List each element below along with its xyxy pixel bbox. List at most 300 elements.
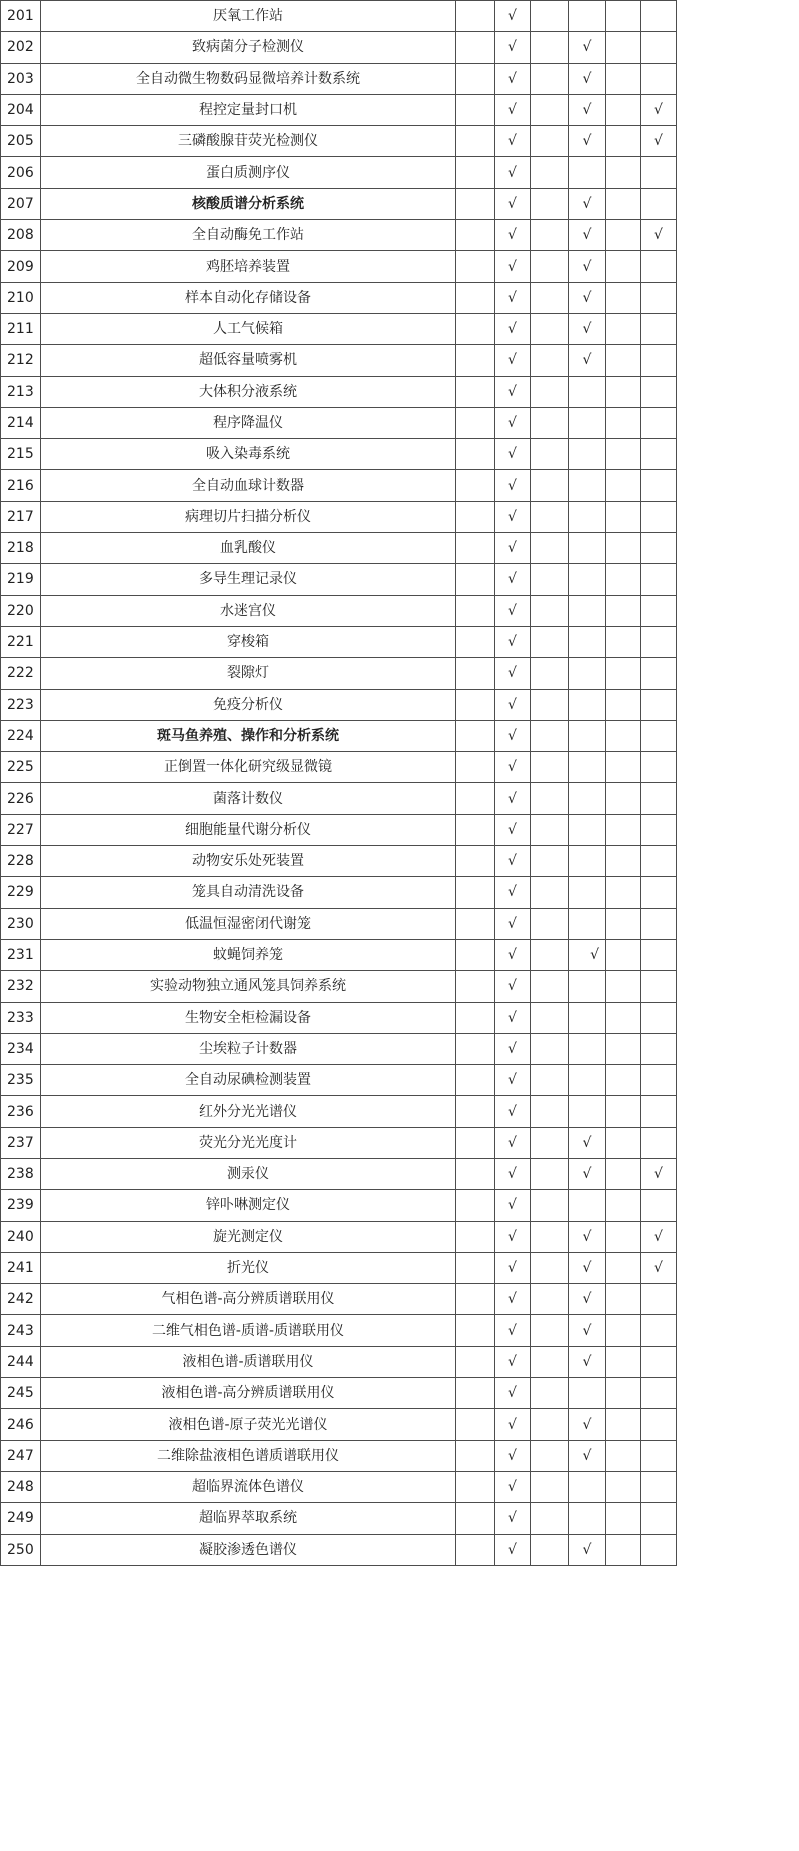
check-cell-col-1 — [456, 877, 495, 908]
check-cell-col-3 — [531, 157, 569, 188]
check-cell-col-1 — [456, 1284, 495, 1315]
check-cell-col-1 — [456, 501, 495, 532]
check-cell-col-1 — [456, 1158, 495, 1189]
table-row — [1, 877, 677, 908]
check-cell-col-5 — [606, 564, 641, 595]
table-row — [1, 188, 677, 219]
check-cell-col-2: √ — [495, 1503, 531, 1534]
equipment-name: 蛋白质测序仪 — [41, 157, 456, 188]
check-cell-col-2: √ — [495, 63, 531, 94]
equipment-name: 荧光分光光度计 — [41, 1127, 456, 1158]
check-cell-col-2: √ — [495, 783, 531, 814]
row-number: 210 — [1, 282, 41, 313]
check-cell-col-5 — [606, 251, 641, 282]
check-cell-col-2: √ — [495, 1346, 531, 1377]
check-cell-col-4: √ — [569, 1315, 606, 1346]
table-row — [1, 1346, 677, 1377]
check-cell-col-3 — [531, 32, 569, 63]
row-number: 235 — [1, 1065, 41, 1096]
check-cell-col-1 — [456, 407, 495, 438]
table-body — [1, 1, 677, 1566]
row-number: 246 — [1, 1409, 41, 1440]
check-cell-col-6 — [641, 564, 677, 595]
equipment-name: 全自动尿碘检测装置 — [41, 1065, 456, 1096]
check-cell-col-2: √ — [495, 282, 531, 313]
equipment-name: 人工气候箱 — [41, 313, 456, 344]
check-cell-col-5 — [606, 1346, 641, 1377]
check-cell-col-5 — [606, 971, 641, 1002]
check-cell-col-4 — [569, 626, 606, 657]
check-cell-col-3 — [531, 1346, 569, 1377]
check-cell-col-3 — [531, 658, 569, 689]
check-cell-col-6 — [641, 1065, 677, 1096]
table-row — [1, 1252, 677, 1283]
check-cell-col-5 — [606, 1002, 641, 1033]
equipment-name: 多导生理记录仪 — [41, 564, 456, 595]
check-cell-col-2: √ — [495, 626, 531, 657]
table-row — [1, 595, 677, 626]
check-cell-col-2: √ — [495, 345, 531, 376]
check-cell-col-3 — [531, 345, 569, 376]
check-cell-col-2: √ — [495, 595, 531, 626]
equipment-name: 大体积分液系统 — [41, 376, 456, 407]
equipment-name: 液相色谱-质谱联用仪 — [41, 1346, 456, 1377]
check-cell-col-6: √ — [641, 1252, 677, 1283]
check-cell-col-1 — [456, 1033, 495, 1064]
row-number: 250 — [1, 1534, 41, 1565]
check-cell-col-4 — [569, 1190, 606, 1221]
check-cell-col-6 — [641, 1033, 677, 1064]
check-cell-col-5 — [606, 939, 641, 970]
check-cell-col-4: √ — [569, 1127, 606, 1158]
row-number: 230 — [1, 908, 41, 939]
table-row — [1, 1, 677, 32]
check-cell-col-1 — [456, 1127, 495, 1158]
check-cell-col-3 — [531, 1221, 569, 1252]
check-cell-col-4 — [569, 564, 606, 595]
equipment-name: 旋光测定仪 — [41, 1221, 456, 1252]
table-row — [1, 971, 677, 1002]
check-cell-col-5 — [606, 595, 641, 626]
check-cell-col-6 — [641, 658, 677, 689]
equipment-name: 测汞仪 — [41, 1158, 456, 1189]
check-cell-col-5 — [606, 439, 641, 470]
row-number: 219 — [1, 564, 41, 595]
check-cell-col-6 — [641, 1503, 677, 1534]
check-cell-col-2: √ — [495, 1221, 531, 1252]
check-cell-col-6 — [641, 1096, 677, 1127]
check-cell-col-1 — [456, 533, 495, 564]
check-cell-col-6 — [641, 689, 677, 720]
check-cell-col-2: √ — [495, 251, 531, 282]
row-number: 203 — [1, 63, 41, 94]
table-row — [1, 1315, 677, 1346]
equipment-name: 斑马鱼养殖、操作和分析系统 — [41, 720, 456, 751]
check-cell-col-5 — [606, 1, 641, 32]
check-cell-col-6 — [641, 1378, 677, 1409]
check-cell-col-6 — [641, 1471, 677, 1502]
table-row — [1, 752, 677, 783]
equipment-name: 笼具自动清洗设备 — [41, 877, 456, 908]
check-cell-col-2: √ — [495, 313, 531, 344]
check-cell-col-1 — [456, 720, 495, 751]
check-cell-col-2: √ — [495, 1440, 531, 1471]
check-cell-col-3 — [531, 1252, 569, 1283]
check-cell-col-6 — [641, 595, 677, 626]
row-number: 242 — [1, 1284, 41, 1315]
table-row — [1, 1284, 677, 1315]
table-row — [1, 251, 677, 282]
check-cell-col-1 — [456, 470, 495, 501]
check-cell-col-4 — [569, 971, 606, 1002]
check-cell-col-4 — [569, 157, 606, 188]
check-cell-col-4 — [569, 439, 606, 470]
check-cell-col-1 — [456, 1252, 495, 1283]
row-number: 206 — [1, 157, 41, 188]
equipment-name: 免疫分析仪 — [41, 689, 456, 720]
check-cell-col-3 — [531, 1503, 569, 1534]
check-cell-col-3 — [531, 1033, 569, 1064]
check-cell-col-6: √ — [641, 126, 677, 157]
check-cell-col-5 — [606, 1440, 641, 1471]
table-row — [1, 1471, 677, 1502]
equipment-name: 程控定量封口机 — [41, 94, 456, 125]
check-cell-col-5 — [606, 1096, 641, 1127]
check-cell-col-5 — [606, 345, 641, 376]
check-cell-col-2: √ — [495, 1471, 531, 1502]
row-number: 211 — [1, 313, 41, 344]
check-cell-col-2: √ — [495, 1, 531, 32]
check-cell-col-1 — [456, 1471, 495, 1502]
check-cell-col-1 — [456, 1503, 495, 1534]
table-row — [1, 1534, 677, 1565]
check-cell-col-1 — [456, 908, 495, 939]
row-number: 226 — [1, 783, 41, 814]
check-cell-col-2: √ — [495, 1033, 531, 1064]
equipment-name: 三磷酸腺苷荧光检测仪 — [41, 126, 456, 157]
check-cell-col-2: √ — [495, 1534, 531, 1565]
check-cell-col-6 — [641, 1534, 677, 1565]
check-cell-col-1 — [456, 157, 495, 188]
check-cell-col-4 — [569, 376, 606, 407]
check-cell-col-1 — [456, 1002, 495, 1033]
table-row — [1, 1190, 677, 1221]
check-cell-col-1 — [456, 626, 495, 657]
equipment-name: 菌落计数仪 — [41, 783, 456, 814]
equipment-name: 超低容量喷雾机 — [41, 345, 456, 376]
check-cell-col-1 — [456, 63, 495, 94]
table-row — [1, 439, 677, 470]
equipment-name: 病理切片扫描分析仪 — [41, 501, 456, 532]
check-cell-col-1 — [456, 439, 495, 470]
check-cell-col-2: √ — [495, 720, 531, 751]
check-cell-col-4 — [569, 783, 606, 814]
check-cell-col-6 — [641, 846, 677, 877]
table-row — [1, 1158, 677, 1189]
equipment-name: 正倒置一体化研究级显微镜 — [41, 752, 456, 783]
equipment-name: 二维气相色谱-质谱-质谱联用仪 — [41, 1315, 456, 1346]
check-cell-col-4: √ — [569, 1284, 606, 1315]
check-cell-col-2: √ — [495, 188, 531, 219]
check-cell-col-4: √ — [569, 94, 606, 125]
check-cell-col-6 — [641, 1002, 677, 1033]
check-cell-col-4 — [569, 407, 606, 438]
check-cell-col-6 — [641, 470, 677, 501]
equipment-name: 低温恒湿密闭代谢笼 — [41, 908, 456, 939]
table-row — [1, 1065, 677, 1096]
check-cell-col-6 — [641, 157, 677, 188]
table-row — [1, 533, 677, 564]
check-cell-col-2: √ — [495, 752, 531, 783]
check-cell-col-3 — [531, 501, 569, 532]
check-cell-col-1 — [456, 1315, 495, 1346]
check-cell-col-6 — [641, 752, 677, 783]
check-cell-col-3 — [531, 282, 569, 313]
table-row — [1, 908, 677, 939]
check-cell-col-4: √ — [569, 313, 606, 344]
check-cell-col-5 — [606, 376, 641, 407]
check-cell-col-6 — [641, 1, 677, 32]
check-cell-col-4: √ — [569, 282, 606, 313]
check-cell-col-2: √ — [495, 407, 531, 438]
check-cell-col-6 — [641, 407, 677, 438]
check-cell-col-6 — [641, 282, 677, 313]
table-row — [1, 1503, 677, 1534]
check-cell-col-5 — [606, 1065, 641, 1096]
check-cell-col-4 — [569, 720, 606, 751]
row-number: 240 — [1, 1221, 41, 1252]
row-number: 218 — [1, 533, 41, 564]
equipment-name: 核酸质谱分析系统 — [41, 188, 456, 219]
check-cell-col-3 — [531, 1002, 569, 1033]
check-cell-col-3 — [531, 908, 569, 939]
table-row — [1, 1096, 677, 1127]
check-cell-col-3 — [531, 626, 569, 657]
check-cell-col-4 — [569, 877, 606, 908]
row-number: 220 — [1, 595, 41, 626]
check-cell-col-2: √ — [495, 846, 531, 877]
table-row — [1, 220, 677, 251]
row-number: 231 — [1, 939, 41, 970]
check-cell-col-6 — [641, 877, 677, 908]
equipment-name: 程序降温仪 — [41, 407, 456, 438]
check-cell-col-6 — [641, 939, 677, 970]
check-cell-col-3 — [531, 376, 569, 407]
check-cell-col-6: √ — [641, 220, 677, 251]
check-cell-col-6 — [641, 1346, 677, 1377]
check-cell-col-1 — [456, 595, 495, 626]
check-cell-col-3 — [531, 1534, 569, 1565]
check-cell-col-1 — [456, 94, 495, 125]
check-cell-col-1 — [456, 220, 495, 251]
check-cell-col-5 — [606, 1252, 641, 1283]
check-cell-col-5 — [606, 501, 641, 532]
check-cell-col-4 — [569, 1002, 606, 1033]
equipment-name: 凝胶渗透色谱仪 — [41, 1534, 456, 1565]
row-number: 245 — [1, 1378, 41, 1409]
check-cell-col-3 — [531, 1284, 569, 1315]
check-cell-col-1 — [456, 689, 495, 720]
check-cell-col-6 — [641, 1284, 677, 1315]
check-cell-col-5 — [606, 1315, 641, 1346]
row-number: 212 — [1, 345, 41, 376]
check-cell-col-5 — [606, 126, 641, 157]
equipment-name: 样本自动化存储设备 — [41, 282, 456, 313]
check-cell-col-4: √ — [569, 1534, 606, 1565]
check-cell-col-1 — [456, 32, 495, 63]
check-cell-col-1 — [456, 658, 495, 689]
check-cell-col-1 — [456, 188, 495, 219]
table-row — [1, 939, 677, 970]
check-cell-col-2: √ — [495, 939, 531, 970]
check-cell-col-4 — [569, 1033, 606, 1064]
check-cell-col-3 — [531, 1127, 569, 1158]
check-cell-col-6 — [641, 533, 677, 564]
check-cell-col-4: √ — [569, 939, 606, 970]
check-cell-col-5 — [606, 877, 641, 908]
check-cell-col-5 — [606, 1033, 641, 1064]
check-cell-col-5 — [606, 720, 641, 751]
check-cell-col-1 — [456, 1378, 495, 1409]
check-cell-col-4 — [569, 1065, 606, 1096]
check-cell-col-2: √ — [495, 1409, 531, 1440]
row-number: 205 — [1, 126, 41, 157]
check-cell-col-4: √ — [569, 188, 606, 219]
row-number: 217 — [1, 501, 41, 532]
table-row — [1, 470, 677, 501]
check-cell-col-1 — [456, 1096, 495, 1127]
check-cell-col-2: √ — [495, 501, 531, 532]
row-number: 238 — [1, 1158, 41, 1189]
equipment-name: 超临界萃取系统 — [41, 1503, 456, 1534]
equipment-name: 超临界流体色谱仪 — [41, 1471, 456, 1502]
row-number: 232 — [1, 971, 41, 1002]
row-number: 244 — [1, 1346, 41, 1377]
check-cell-col-3 — [531, 595, 569, 626]
check-cell-col-3 — [531, 1315, 569, 1346]
check-cell-col-4 — [569, 501, 606, 532]
table-row — [1, 94, 677, 125]
row-number: 241 — [1, 1252, 41, 1283]
check-cell-col-3 — [531, 313, 569, 344]
check-cell-col-6 — [641, 1315, 677, 1346]
check-cell-col-1 — [456, 1221, 495, 1252]
row-number: 234 — [1, 1033, 41, 1064]
check-cell-col-3 — [531, 720, 569, 751]
row-number: 239 — [1, 1190, 41, 1221]
row-number: 224 — [1, 720, 41, 751]
check-cell-col-3 — [531, 783, 569, 814]
check-cell-col-1 — [456, 1409, 495, 1440]
equipment-name: 实验动物独立通风笼具饲养系统 — [41, 971, 456, 1002]
check-cell-col-1 — [456, 345, 495, 376]
check-cell-col-4 — [569, 1096, 606, 1127]
check-cell-col-3 — [531, 689, 569, 720]
table-row — [1, 846, 677, 877]
check-cell-col-5 — [606, 313, 641, 344]
check-cell-col-6 — [641, 971, 677, 1002]
table-row — [1, 282, 677, 313]
table-row — [1, 1378, 677, 1409]
equipment-name: 全自动血球计数器 — [41, 470, 456, 501]
check-cell-col-3 — [531, 220, 569, 251]
check-cell-col-2: √ — [495, 1284, 531, 1315]
check-cell-col-6 — [641, 1190, 677, 1221]
check-cell-col-2: √ — [495, 814, 531, 845]
check-cell-col-6 — [641, 720, 677, 751]
check-cell-col-4 — [569, 1378, 606, 1409]
check-cell-col-3 — [531, 1471, 569, 1502]
table-row — [1, 814, 677, 845]
equipment-name: 二维除盐液相色谱质谱联用仪 — [41, 1440, 456, 1471]
check-cell-col-3 — [531, 126, 569, 157]
check-cell-col-1 — [456, 814, 495, 845]
check-cell-col-5 — [606, 470, 641, 501]
check-cell-col-1 — [456, 783, 495, 814]
check-cell-col-1 — [456, 376, 495, 407]
check-cell-col-6 — [641, 63, 677, 94]
row-number: 216 — [1, 470, 41, 501]
check-cell-col-3 — [531, 564, 569, 595]
table-row — [1, 1127, 677, 1158]
equipment-name: 气相色谱-高分辨质谱联用仪 — [41, 1284, 456, 1315]
check-cell-col-2: √ — [495, 564, 531, 595]
check-cell-col-6 — [641, 251, 677, 282]
check-cell-col-4 — [569, 658, 606, 689]
row-number: 233 — [1, 1002, 41, 1033]
check-cell-col-4: √ — [569, 1221, 606, 1252]
equipment-name: 生物安全柜检漏设备 — [41, 1002, 456, 1033]
check-cell-col-6 — [641, 501, 677, 532]
check-cell-col-5 — [606, 689, 641, 720]
row-number: 209 — [1, 251, 41, 282]
check-cell-col-4: √ — [569, 32, 606, 63]
equipment-name: 蚊蝇饲养笼 — [41, 939, 456, 970]
check-cell-col-1 — [456, 1, 495, 32]
check-cell-col-2: √ — [495, 1096, 531, 1127]
check-cell-col-5 — [606, 1378, 641, 1409]
table-row — [1, 63, 677, 94]
check-cell-col-2: √ — [495, 1158, 531, 1189]
check-cell-col-3 — [531, 470, 569, 501]
table-row — [1, 1221, 677, 1252]
equipment-name: 液相色谱-高分辨质谱联用仪 — [41, 1378, 456, 1409]
check-cell-col-3 — [531, 439, 569, 470]
equipment-name: 致病菌分子检测仪 — [41, 32, 456, 63]
check-cell-col-1 — [456, 251, 495, 282]
check-cell-col-4 — [569, 533, 606, 564]
row-number: 214 — [1, 407, 41, 438]
check-cell-col-4 — [569, 752, 606, 783]
check-cell-col-4 — [569, 908, 606, 939]
check-cell-col-5 — [606, 908, 641, 939]
check-cell-col-5 — [606, 783, 641, 814]
check-cell-col-5 — [606, 846, 641, 877]
equipment-name: 穿梭箱 — [41, 626, 456, 657]
equipment-name: 鸡胚培养装置 — [41, 251, 456, 282]
check-cell-col-6 — [641, 345, 677, 376]
table-row — [1, 689, 677, 720]
check-cell-col-5 — [606, 626, 641, 657]
check-cell-col-6 — [641, 1440, 677, 1471]
check-cell-col-2: √ — [495, 533, 531, 564]
table-row — [1, 564, 677, 595]
check-cell-col-6 — [641, 376, 677, 407]
row-number: 204 — [1, 94, 41, 125]
check-cell-col-5 — [606, 220, 641, 251]
row-number: 201 — [1, 1, 41, 32]
table-row — [1, 1409, 677, 1440]
